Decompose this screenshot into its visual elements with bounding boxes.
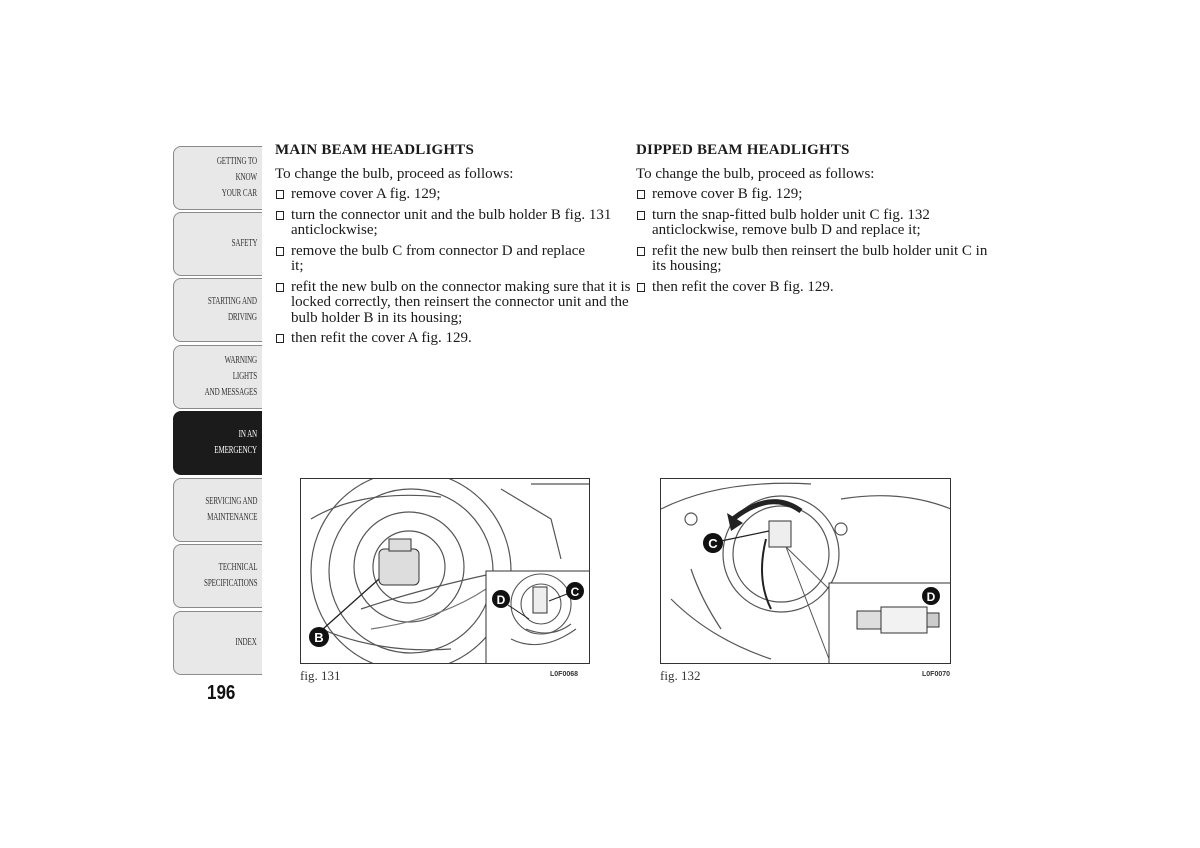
list-item: refit the new bulb on the connector making sure that it is locked correctly, then reinsert the connector unit and the bulb holder B in its housing; [275, 280, 636, 327]
tab-label: AND MESSAGES [204, 387, 257, 398]
tab-label: TECHNICAL [218, 562, 257, 573]
figure-132 [660, 478, 952, 683]
tab-label: INDEX [235, 637, 257, 648]
tab-technical-specifications[interactable] [173, 544, 262, 608]
tab-warning-lights-and-messages[interactable] [173, 345, 262, 409]
main-beam-intro: To change the bulb, proceed as follows: [275, 166, 514, 182]
list-item: turn the connector unit and the bulb holder B fig. 131 anticlockwise; [275, 208, 621, 239]
figure-131-illustration [300, 478, 590, 664]
tab-label: WARNING LIGHTS [224, 355, 257, 382]
list-item: turn the snap-fitted bulb holder unit C fig. 132 anticlockwise, remove bulb D and replace it; [636, 208, 992, 239]
figure-131 [300, 478, 590, 683]
tab-servicing-and-maintenance[interactable] [173, 478, 262, 542]
main-beam-heading: MAIN BEAM HEADLIGHTS [275, 142, 475, 158]
tab-starting-and-driving[interactable] [173, 278, 262, 342]
dipped-beam-intro: To change the bulb, proceed as follows: [636, 166, 875, 182]
callout-d: D [496, 593, 506, 607]
tab-label: DRIVING [228, 312, 257, 323]
main-beam-section [275, 140, 631, 352]
tab-label: MAINTENANCE [206, 512, 257, 523]
tab-label: GETTING TO KNOW [216, 156, 257, 183]
tab-getting-to-know-your-car[interactable] [173, 146, 262, 210]
headlight-bulb-illustration [301, 479, 590, 664]
tab-label: SPECIFICATIONS [203, 578, 257, 589]
callout-d: D [926, 590, 936, 604]
dipped-beam-heading: DIPPED BEAM HEADLIGHTS [636, 142, 850, 158]
dipped-beam-section [636, 140, 986, 300]
tab-index[interactable] [173, 611, 262, 675]
tab-label: SERVICING AND [204, 496, 257, 507]
list-item: remove cover B fig. 129; [636, 187, 986, 203]
tab-safety[interactable] [173, 212, 262, 276]
dipped-beam-steps [636, 187, 986, 295]
figure-132-caption: fig. 132 [660, 668, 701, 683]
figure-131-caption: fig. 131 [300, 668, 341, 683]
callout-b: B [314, 630, 324, 645]
list-item: then refit the cover A fig. 129. [275, 331, 625, 347]
tab-label: YOUR CAR [221, 188, 257, 199]
tab-label: STARTING AND [208, 296, 257, 307]
tab-in-an-emergency[interactable] [173, 411, 262, 475]
callout-c: C [708, 536, 718, 551]
figure-131-code: L0F0068 [550, 671, 579, 678]
figure-132-illustration [660, 478, 951, 664]
callout-c: C [570, 585, 580, 599]
dipped-beam-bulb-illustration [661, 479, 951, 664]
tab-label: IN AN EMERGENCY [214, 429, 257, 456]
figure-132-code: L0F0070 [922, 671, 951, 678]
list-item: remove cover A fig. 129; [275, 187, 625, 203]
list-item: remove the bulb C from connector D and replace it; [275, 244, 601, 275]
main-beam-steps [275, 186, 631, 347]
list-item: then refit the cover B fig. 129. [636, 280, 986, 296]
tab-label: SAFETY [231, 238, 257, 249]
page-number: 196 [207, 682, 236, 704]
list-item: refit the new bulb then reinsert the bulb holder unit C in its housing; [636, 244, 992, 275]
